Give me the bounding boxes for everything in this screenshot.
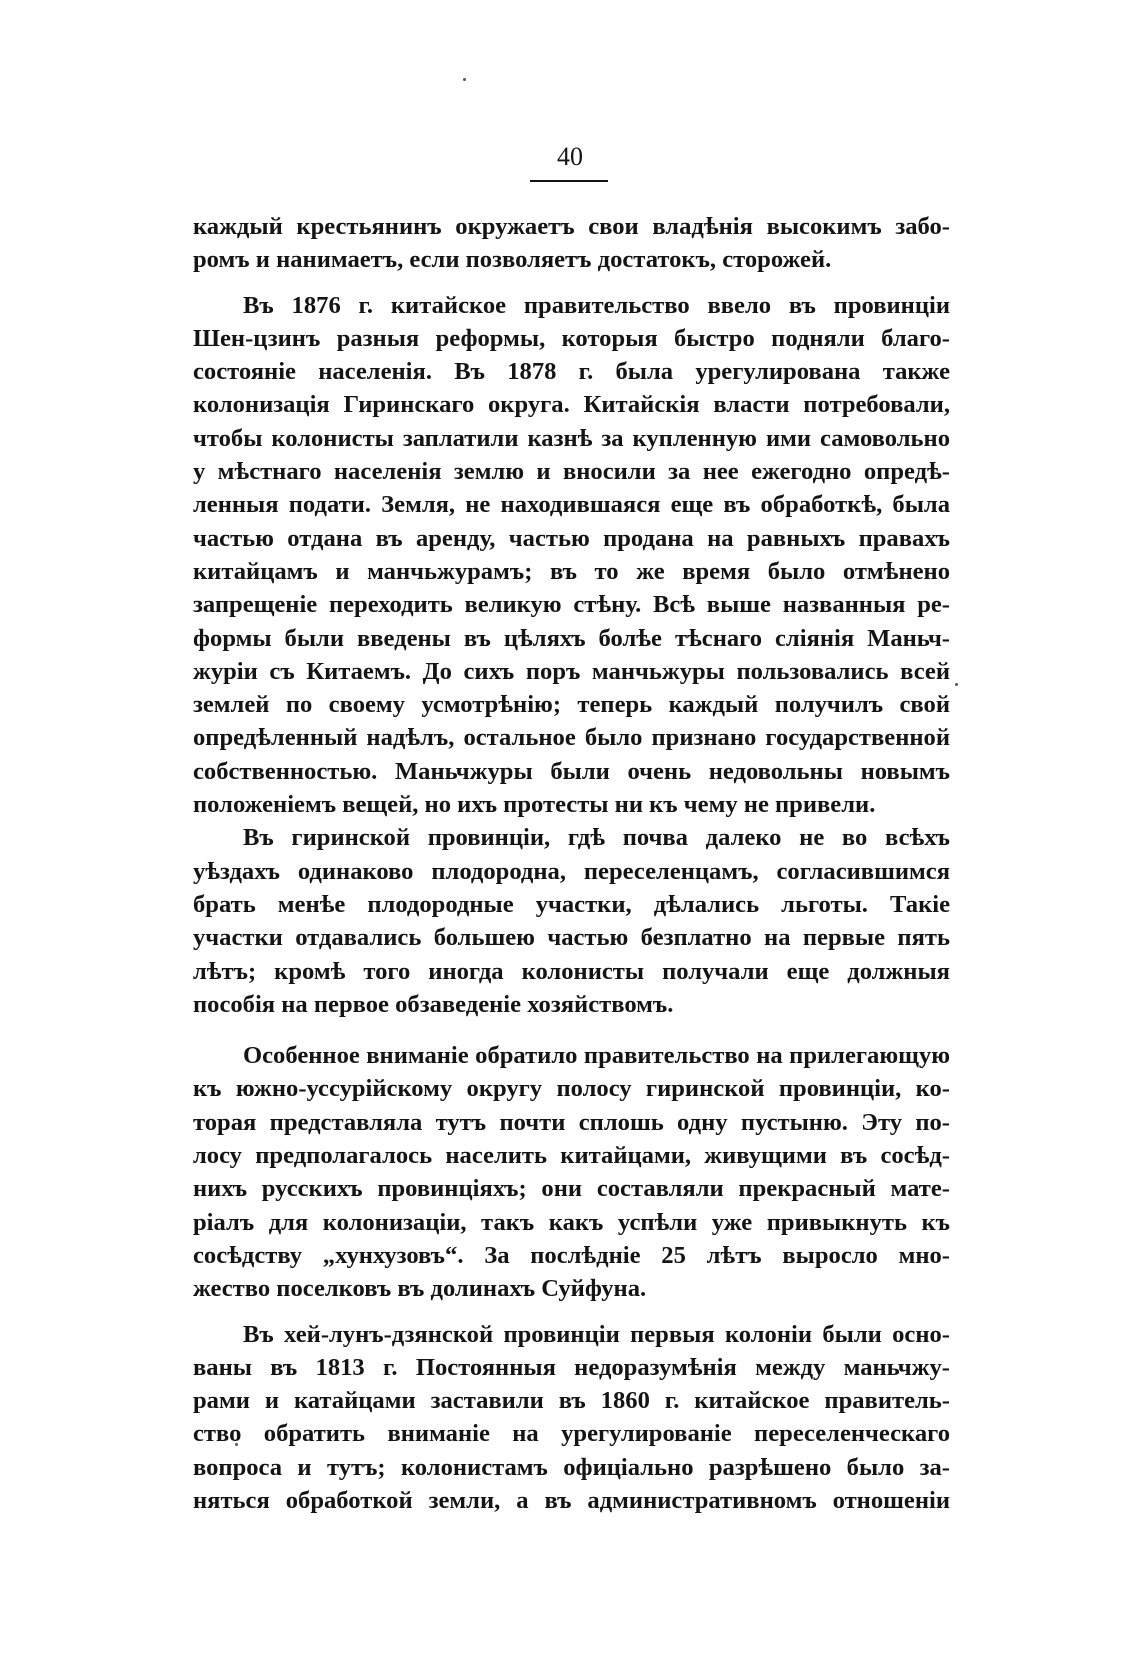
text-line: землей по своему усмотрѣнію; теперь каждый получилъ свой xyxy=(193,691,950,719)
text-line: Особенное вниманіе обратило правительство на прилегающую xyxy=(243,1042,950,1070)
text-line: жество поселковъ въ долинахъ Суйфуна. xyxy=(193,1275,647,1303)
text-line: частью отдана въ аренду, частью продана на равныхъ правахъ xyxy=(193,524,950,552)
text-line: лосу предполагалось населить китайцами, живущими въ сосѣд- xyxy=(193,1142,950,1170)
text-line: рами и катайцами заставили въ 1860 г. китайское правитель- xyxy=(193,1387,950,1415)
paragraph-gap xyxy=(193,1306,950,1318)
page-number-underline xyxy=(530,180,608,182)
paragraph-1 xyxy=(193,210,950,277)
text-line: къ южно-уссурійскому округу полосу гиринской провинціи, ко- xyxy=(193,1075,950,1103)
text-line: запрещеніе переходить великую стѣну. Всѣ выше названныя ре- xyxy=(193,591,950,619)
text-line: Въ 1876 г. китайское правительство ввело въ провинціи xyxy=(243,291,950,319)
text-line: каждый крестьянинъ окружаетъ свои владѣнія высокимъ забо- xyxy=(193,213,950,240)
text-line: китайцамъ и манчьжурамъ; въ то же время было отмѣнено xyxy=(193,557,950,585)
text-line: торая представляла тутъ почти сплошь одну пустыню. Эту по- xyxy=(193,1108,950,1136)
text-line: сосѣдству „хунхузовъ“. За послѣдніе 25 лѣтъ выросло мно- xyxy=(193,1241,950,1269)
text-line: участки отдавались большею частью безплатно на первые пять xyxy=(193,924,950,952)
text-line: Шен-цзинъ разныя реформы, которыя быстро подняли благо- xyxy=(193,324,950,352)
text-line: брать менѣе плодородные участки, дѣлались льготы. Такіе xyxy=(193,890,950,918)
text-line: лѣтъ; кромѣ того иногда колонисты получали еще должныя xyxy=(193,957,950,985)
text-line: ріалъ для колонизаціи, такъ какъ успѣли уже привыкнуть къ xyxy=(193,1208,950,1236)
text-line: нихъ русскихъ провинціяхъ; они составляли прекрасный мате- xyxy=(193,1175,950,1203)
paragraph-5 xyxy=(193,1318,950,1518)
text-line: формы были введены въ цѣляхъ болѣе тѣснаго сліянія Маньч- xyxy=(193,624,950,652)
paragraph-3 xyxy=(193,821,950,1021)
text-line: опредѣленный надѣлъ, остальное было признано государственной xyxy=(193,724,950,752)
body-text xyxy=(193,210,950,1517)
text-line: чтобы колонисты заплатили казнѣ за купленную ими самовольно xyxy=(193,424,950,452)
text-line: Въ гиринской провинціи, гдѣ почва далеко не во всѣхъ xyxy=(243,824,950,852)
paragraph-gap xyxy=(193,277,950,289)
text-line: ленныя подати. Земля, не находившаяся еще въ обработкѣ, была xyxy=(193,491,950,519)
scan-speck xyxy=(955,683,958,686)
text-line: журіи съ Китаемъ. До сихъ поръ манчьжуры пользовались всей xyxy=(193,657,950,685)
text-line: ство обратить вниманіе на урегулированіе переселенческаго xyxy=(193,1420,950,1448)
paragraph-4 xyxy=(193,1039,950,1305)
page-number: 40 xyxy=(557,142,583,171)
text-line: няться обработкой земли, а въ административномъ отношеніи xyxy=(193,1486,950,1514)
text-line: уѣздахъ одинаково плодородна, переселенцамъ, согласившимся xyxy=(193,857,950,885)
text-line: собственностью. Маньчжуры были очень недовольны новымъ xyxy=(193,757,950,785)
text-line: вопроса и тутъ; колонистамъ офиціально разрѣшено было за- xyxy=(193,1453,950,1481)
text-line: Въ хей-лунъ-дзянской провинціи первыя колоніи были осно- xyxy=(243,1320,950,1348)
paragraph-2 xyxy=(193,289,950,822)
text-line: положеніемъ вещей, но ихъ протесты ни къ чему не привели. xyxy=(193,791,876,819)
paragraph-gap xyxy=(193,1021,950,1039)
text-line: ваны въ 1813 г. Постоянныя недоразумѣнія между маньчжу- xyxy=(193,1353,950,1381)
text-line: колонизація Гиринскаго округа. Китайскія власти потребовали, xyxy=(193,391,950,419)
text-line: пособія на первое обзаведеніе хозяйствомъ. xyxy=(193,990,674,1018)
scan-speck xyxy=(463,78,466,81)
text-line: ромъ и нанимаетъ, если позволяетъ достатокъ, сторожей. xyxy=(193,246,832,274)
text-line: у мѣстнаго населенія землю и вносили за нее ежегодно опредѣ- xyxy=(193,458,950,486)
text-line: состояніе населенія. Въ 1878 г. была урегулирована также xyxy=(193,358,950,386)
